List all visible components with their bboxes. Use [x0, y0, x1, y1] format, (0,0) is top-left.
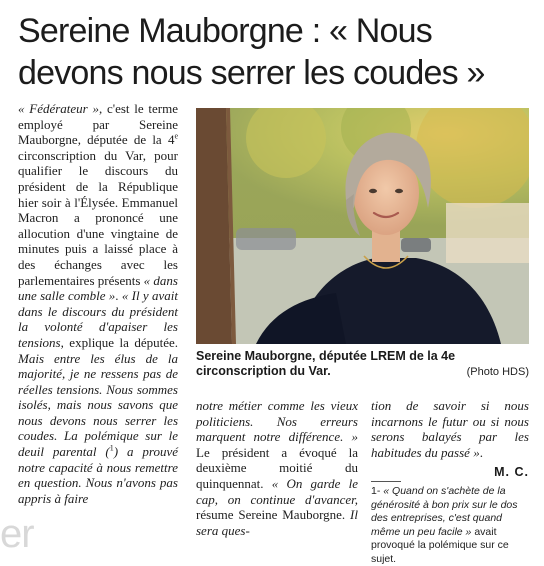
- footnote-divider: [371, 481, 401, 482]
- article-column-1: « Fédérateur », c'est le terme employé par Sereine Mauborgne, députée de la 4e circonscription du Var, pour qualifier le discours du président de la République hier soir à l'Élysée. Emmanuel Macron a prononcé une allocution d'une vingtaine de minutes puis a laissé place à des échanges avec les parlementaires présents « dans une salle comble ». « Il y avait dans le discours du président la volonté d'apaiser les tensions, explique la députée. Mais entre les élus de la majorité, je ne ressens pas de réelles tensions. Nous sommes isolés, mais nous savons que nous devons nous serrer les coudes. La polémique sur le deuil parental ($^1$) a prouvé notre capacité à nous remettre en question. Nous n'avons pas appris à faire: [18, 101, 179, 506]
- article-column-2: notre métier comme les vieux politiciens. Nos erreurs marquent notre différence. » Le président a évoqué la deuxième moitié du quinquennat. « On garde le cap, on continue d'avancer, résume Sereine Mauborgne. Il sera ques-: [196, 398, 358, 538]
- photo-credit: (Photo HDS): [466, 366, 529, 378]
- portrait-photo: [196, 108, 529, 344]
- watermark: er: [0, 512, 34, 556]
- headline: Sereine Mauborgne : « Nous devons nous serrer les coudes »: [18, 12, 485, 92]
- author-signature: M. C.: [494, 465, 529, 479]
- footnote: 1- « Quand on s'achète de la générosité à bon prix sur le dos des entreprises, c'est quand même un peu facile » avait provoqué la polémique sur ce sujet.: [371, 485, 518, 565]
- photo-caption: Sereine Mauborgne, députée LREM de la 4e circonscription du Var.: [196, 349, 456, 378]
- article-column-3: tion de savoir si nous incarnons le futur ou si nous serons balayés par les habitudes du passé ».: [371, 398, 529, 460]
